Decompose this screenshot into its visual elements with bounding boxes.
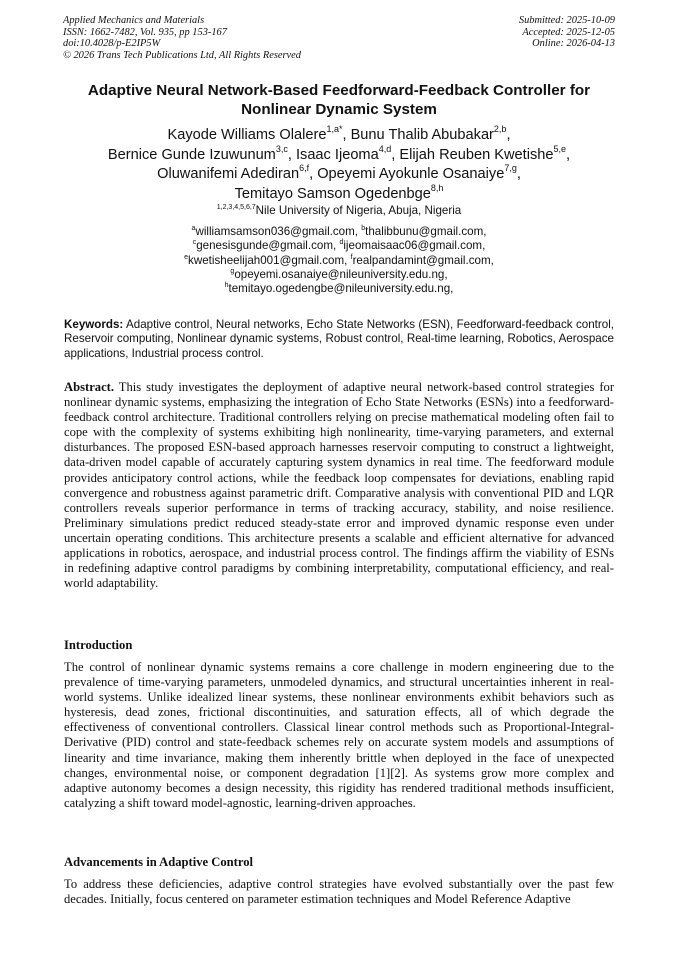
author-line-2: Bernice Gunde Izuwunum$^{3,c}$, Isaac Ijeoma$^{4,d}$, Elijah Reuben Kwetishe$^{5,e}$, bbox=[107, 143, 571, 163]
email-address: ijeomaisaac06@gmail.com, bbox=[343, 239, 486, 253]
author-name: Bernice Gunde Izuwunum bbox=[107, 146, 276, 163]
issn: ISSN: 1662-7482, Vol. 935, pp 153-167 bbox=[63, 26, 227, 38]
affiliation-sup: 1,2,3,4,5,6,7 bbox=[216, 204, 256, 212]
introduction-paragraph: The control of nonlinear dynamic systems remains a core challenge in modern engineering due to the prevalence of time-varying parameters, unmodeled dynamics, and structural uncertainties inherent in real-world systems. Unlike idealized linear systems, these nonlinear environments exhibit behaviors such as hysteresis, dead zones, frictional discontinuities, and saturation effects, all of which degrade the effectiveness of conventional controllers. Classical linear control methods such as Proportional-Integral-Derivative (PID) control and state-feedback schemes rely on accurate system models and assumptions of linearity and time invariance, making them inherently brittle when deployed in the face of unexpected changes, environmental noise, or component degradation [1][2]. As systems grow more complex and adaptive autonomy becomes a design necessity, this rigidity has rendered traditional methods insufficient, catalyzing a shift toward model-agnostic, learning-driven approaches. bbox=[64, 660, 614, 810]
author-sup: 2,b bbox=[493, 124, 507, 135]
author-line-4 bbox=[40, 182, 638, 205]
advancements-paragraph: To address these deficiencies, adaptive control strategies have evolved substantially over the past few decades. Initially, focus centered on parameter estimation techniques and Model Reference Adaptive bbox=[64, 877, 614, 907]
abstract bbox=[64, 380, 614, 591]
author-name: Temitayo Samson Ogedenbge bbox=[234, 185, 431, 202]
author-name: Oluwanifemi Adediran bbox=[157, 166, 300, 182]
dates-header bbox=[519, 15, 615, 50]
accepted-date: Accepted: 2025-12-05 bbox=[522, 26, 615, 38]
author-sup: 6,f bbox=[299, 163, 310, 174]
author-sup: 3,c bbox=[275, 143, 288, 154]
author-sup: 8,h bbox=[430, 182, 444, 193]
email-line: $^h$temitayo.ogedengbe@nileuniversity.edu.ng, bbox=[224, 282, 454, 296]
author-sup: 5,e bbox=[553, 143, 566, 154]
abstract-label: Abstract. bbox=[64, 380, 115, 394]
author-sup: 7,g bbox=[504, 163, 517, 174]
keywords bbox=[64, 318, 614, 361]
affiliation-text: Nile University of Nigeria, Abuja, Nigeria bbox=[255, 204, 462, 217]
author-name: Elijah Reuben Kwetishe bbox=[399, 146, 554, 163]
keywords-text: Adaptive control, Neural networks, Echo State Networks (ESN), Feedforward-feedback control, Reservoir computing, Nonlinear dynamic systems, Robust control, Real-time learning, Robotics, Aerospace applications, Industrial process control. bbox=[64, 318, 614, 360]
author-line-3: Oluwanifemi Adediran$^{6,f}$, Opeyemi Ayokunle Osanaiye$^{7,g}$, bbox=[157, 163, 521, 182]
author-name: Kayode Williams Olalere bbox=[167, 127, 327, 143]
abstract-text: This study investigates the deployment of adaptive neural network-based control strategies for nonlinear dynamic systems, emphasizing the integration of Echo State Networks (ESNs) into a feedforward-feedback control architecture. Traditional controllers relying on precise mathematical modeling often fail to cope with the complexity of systems exhibiting high nonlinearity, time-varying parameters, and external disturbances. The proposed ESN-based approach harnesses reservoir computing to construct a lightweight, data-driven model capable of accurately capturing system dynamics in real time. The feedforward module provides anticipatory control actions, while the feedback loop compensates for deviations, enabling rapid convergence and robustness against parametric drift. Comparative analysis with conventional PID and LQR controllers reveals superior performance in terms of tracking accuracy, stability, and noise resilience. Preliminary simulations predict reduced steady-state error and improved dynamic response even under uncertain operating conditions. This architecture presents a scalable and efficient alternative for advanced applications in robotics, aerospace, and industrial process control. The findings affirm the viability of ESNs in redefining adaptive control paradigms by combining interpretability, computational efficiency, and real-world adaptability. bbox=[64, 380, 615, 591]
author-name: Opeyemi Ayokunle Osanaiye bbox=[317, 166, 505, 182]
email-address: thalibbunu@gmail.com, bbox=[365, 225, 487, 238]
journal-name: Applied Mechanics and Materials bbox=[63, 15, 205, 26]
advancements-heading: Advancements in Adaptive Control bbox=[64, 855, 254, 869]
email-address: kwetisheelijah001@gmail.com, bbox=[188, 253, 351, 267]
doi: doi:10.4028/p-E2IP5W bbox=[63, 38, 161, 50]
title-line-2: Nonlinear Dynamic System bbox=[241, 101, 437, 118]
email-address: genesisgunde@gmail.com, bbox=[196, 239, 340, 253]
author-list bbox=[40, 126, 638, 204]
keywords-label: Keywords: bbox=[64, 318, 124, 331]
author-sup: 4,d bbox=[378, 143, 392, 154]
journal-header bbox=[63, 15, 301, 61]
introduction-heading: Introduction bbox=[64, 638, 133, 652]
email-line: $^c$genesisgunde@gmail.com, $^d$ijeomaisaac06@gmail.com, bbox=[192, 239, 486, 253]
paper-title bbox=[40, 81, 638, 119]
email-address: opeyemi.osanaiye@nileuniversity.edu.ng, bbox=[234, 267, 448, 281]
author-name: Isaac Ijeoma bbox=[295, 146, 379, 163]
online-date: Online: 2026-04-13 bbox=[532, 38, 615, 50]
email-address: williamsamson036@gmail.com, bbox=[195, 225, 362, 238]
affiliation bbox=[40, 204, 638, 218]
title-line-1: Adaptive Neural Network-Based Feedforward-Feedback Controller for bbox=[87, 82, 591, 99]
author-name: Bunu Thalib Abubakar bbox=[350, 127, 494, 143]
email-line: $^a$williamsamson036@gmail.com, $^b$thalibbunu@gmail.com, bbox=[191, 225, 487, 238]
email-address: temitayo.ogedengbe@nileuniversity.edu.ng, bbox=[228, 282, 454, 296]
email-address: realpandamint@gmail.com, bbox=[352, 253, 494, 267]
author-line-1: Kayode Williams Olalere$^{1,a*}$, Bunu Thalib Abubakar$^{2,b}$, bbox=[167, 124, 511, 143]
submitted-date: Submitted: 2025-10-09 bbox=[518, 15, 615, 26]
email-list bbox=[40, 225, 638, 296]
author-sup: 1,a* bbox=[326, 124, 343, 135]
email-line: $^g$opeyemi.osanaiye@nileuniversity.edu.ng, bbox=[230, 267, 448, 281]
email-line: $^e$kwetisheelijah001@gmail.com, $^f$realpandamint@gmail.com, bbox=[184, 253, 494, 267]
copyright: © 2026 Trans Tech Publications Ltd, All Rights Reserved bbox=[63, 49, 301, 61]
